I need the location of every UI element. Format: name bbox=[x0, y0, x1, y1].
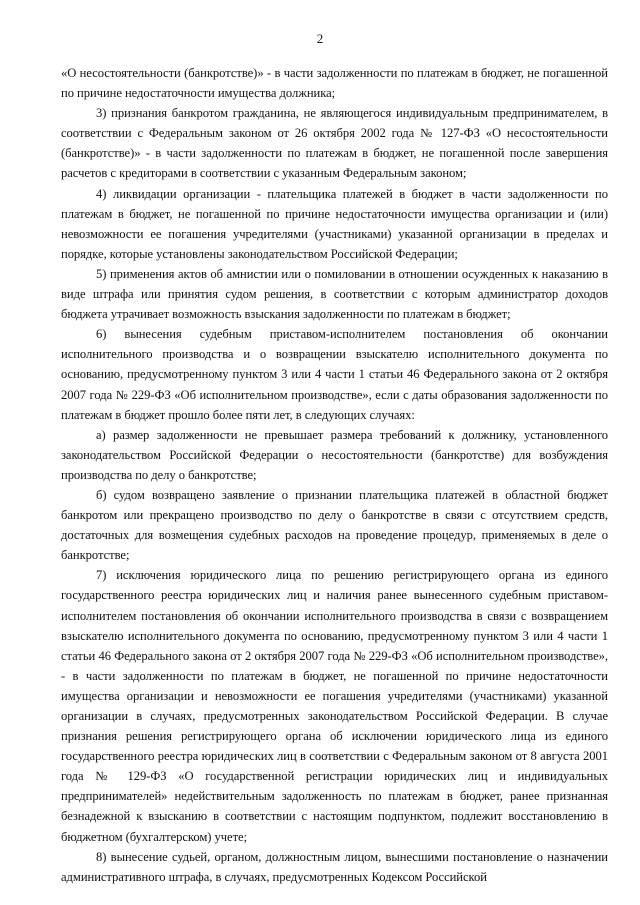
document-body bbox=[61, 63, 608, 887]
paragraph-continuation: «О несостоятельности (банкротстве)» - в части задолженности по платежам в бюджет, не погашенной по причине недостаточности имущества должника; bbox=[61, 66, 608, 101]
page-number: 2 bbox=[316, 31, 324, 46]
paragraph-item-4: 4) ликвидации организации - плательщика платежей в бюджет в части задолженности по платежам в бюджет, не погашенной по причине недостаточности имущества организации и (или) невозможности ее погашения учредителями (участниками) указанной организации в пределах и порядке, которые установлены законодательством Российской Федерации; bbox=[61, 186, 608, 261]
paragraph-item-6: 6) вынесения судебным приставом-исполнителем постановления об окончании исполнительного производства и о возвращении взыскателю исполнительного документа по основанию, предусмотренному пунктом 3 или 4 части 1 статьи 46 Федерального закона от 2 октября 2007 года № 229-ФЗ «Об исполнительном производстве», если с даты образования задолженности по платежам в бюджет прошло более пяти лет, в следующих случаях: bbox=[61, 327, 608, 422]
paragraph-item-3: 3) признания банкротом гражданина, не являющегося индивидуальным предпринимателем, в соответствии с Федеральным законом от 26 октября 2002 года № 127-ФЗ «О несостоятельности (банкротстве)» - в части задолженности по платежам в бюджет, не погашенной после завершения расчетов с кредиторами в соответствии с указанным Федеральным законом; bbox=[61, 106, 608, 181]
paragraph-item-5: 5) применения актов об амнистии или о помиловании в отношении осужденных к наказанию в виде штрафа или принятия судом решения, в соответствии с которым администратор доходов бюджета утрачивает возможность взыскания задолженности по платежам в бюджет; bbox=[61, 266, 608, 322]
paragraph-item-7: 7) исключения юридического лица по решению регистрирующего органа из единого государственного реестра юридических лиц и наличия ранее вынесенного судебным приставом-исполнителем постановления об окончании исполнительного производства в связи с возвращением взыскателю исполнительного документа по основанию, предусмотренному пунктом 3 или 4 части 1 статьи 46 Федерального закона от 2 октября 2007 года № 229-ФЗ «Об исполнительном производстве», - в части задолженности по платежам в бюджет, не погашенной по причине недостаточности имущества организации и невозможности ее погашения учредителями (участниками) указанной организации в случаях, предусмотренных законодательством Российской Федерации. В случае признания решения регистрирующего органа об исключении юридического лица из единого государственного реестра юридических лиц в соответствии с Федеральным законом от 8 августа 2001 года № 129-ФЗ «О государственной регистрации юридических лиц и индивидуальных предпринимателей» недействительным задолженность по платежам в бюджет, ранее признанная безнадежной к взысканию в соответствии с настоящим подпунктом, подлежит восстановлению в бюджетном (бухгалтерском) учете; bbox=[61, 568, 608, 844]
paragraph-item-8: 8) вынесение судьей, органом, должностным лицом, вынесшими постановление о назначении административного штрафа, в случаях, предусмотренных Кодексом Российской bbox=[61, 849, 608, 884]
paragraph-subitem-b: б) судом возвращено заявление о признании плательщика платежей в областной бюджет банкротом или прекращено производство по делу о банкротстве в связи с отсутствием средств, достаточных для возмещения судебных расходов на проведение процедур, применяемых в деле о банкротстве; bbox=[61, 487, 608, 563]
paragraph-subitem-a: а) размер задолженности не превышает размера требований к должнику, установленного законодательством Российской Федерации о несостоятельности (банкротстве) для возбуждения производства по делу о банкротстве; bbox=[61, 427, 608, 482]
